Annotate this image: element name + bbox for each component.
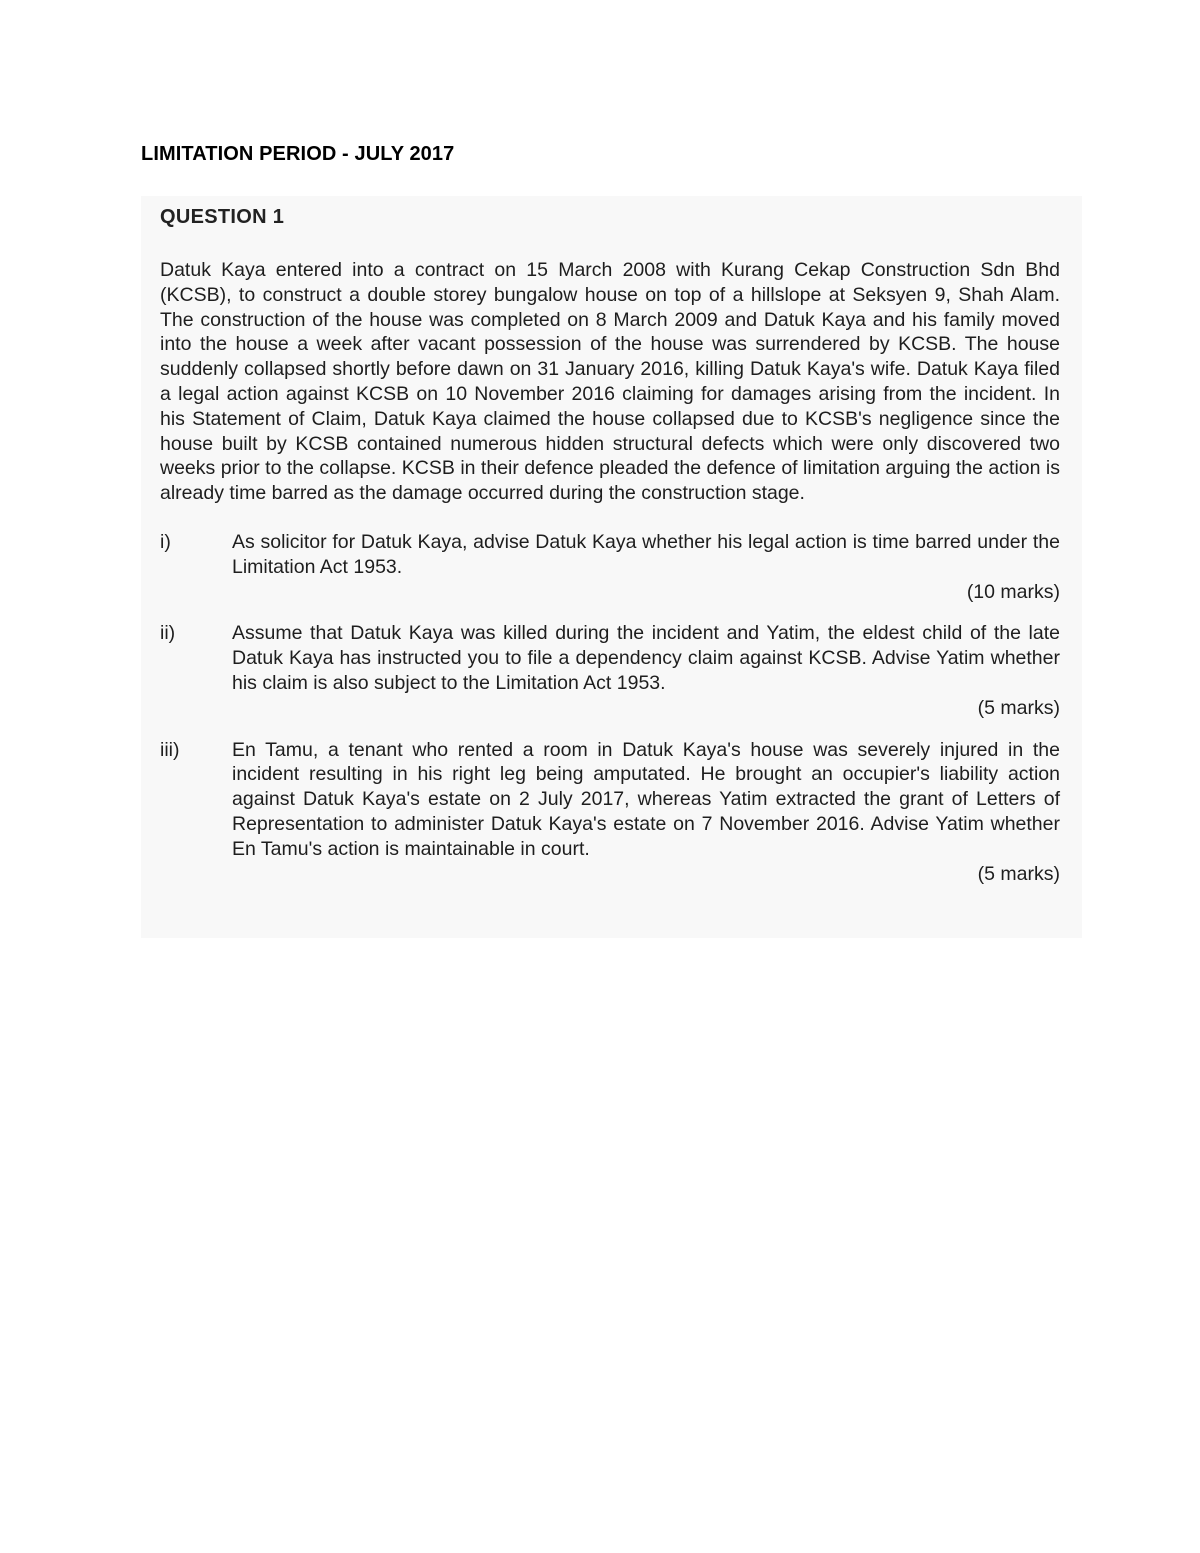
question-heading: QUESTION 1 xyxy=(160,206,285,228)
question-block xyxy=(141,196,1082,938)
sub-question-text: En Tamu, a tenant who rented a room in Datuk Kaya's house was severely injured in the incident resulting in his right leg being amputated. He brought an occupier's liability action against Datuk Kaya's estate on 2 July 2017, whereas Yatim extracted the grant of Letters of Representation to administer Datuk Kaya's estate on 7 November 2016. Advise Yatim whether En Tamu's action is maintainable in court. xyxy=(232,738,1060,860)
sub-question-2 xyxy=(160,621,1060,720)
sub-question-number: iii) xyxy=(160,738,180,761)
question-scenario: Datuk Kaya entered into a contract on 15 March 2008 with Kurang Cekap Construction Sdn Bhd (KCSB), to construct a double storey bungalow house on top of a hillslope at Seksyen 9, Shah Alam. The construction of the house was completed on 8 March 2009 and Datuk Kaya and his family moved into the house a week after vacant possession of the house was surrendered by KCSB. The house suddenly collapsed shortly before dawn on 31 January 2016, killing Datuk Kaya's wife. Datuk Kaya filed a legal action against KCSB on 10 November 2016 claiming for damages arising from the incident. In his Statement of Claim, Datuk Kaya claimed the house collapsed due to KCSB's negligence since the house built by KCSB contained numerous hidden structural defects which were only discovered two weeks prior to the collapse. KCSB in their defence pleaded the defence of limitation arguing the action is already time barred as the damage occurred during the construction stage. xyxy=(160,259,1060,505)
sub-question-text: As solicitor for Datuk Kaya, advise Datuk Kaya whether his legal action is time barred under the Limitation Act 1953. xyxy=(232,530,1060,578)
document-title: LIMITATION PERIOD - JULY 2017 xyxy=(141,143,455,165)
sub-question-body xyxy=(232,530,1060,604)
sub-question-body xyxy=(232,738,1060,887)
marks-label: (10 marks) xyxy=(966,580,1060,603)
marks-label: (5 marks) xyxy=(977,696,1060,719)
sub-question-text: Assume that Datuk Kaya was killed during the incident and Yatim, the eldest child of the late Datuk Kaya has instructed you to file a dependency claim against KCSB. Advise Yatim whether his claim is also subject to the Limitation Act 1953. xyxy=(232,622,1060,694)
sub-question-3 xyxy=(160,738,1060,887)
sub-question-1 xyxy=(160,530,1060,604)
sub-question-number: i) xyxy=(160,530,171,553)
sub-question-number: ii) xyxy=(160,622,176,645)
sub-question-body xyxy=(232,621,1060,720)
marks-label: (5 marks) xyxy=(977,862,1060,885)
